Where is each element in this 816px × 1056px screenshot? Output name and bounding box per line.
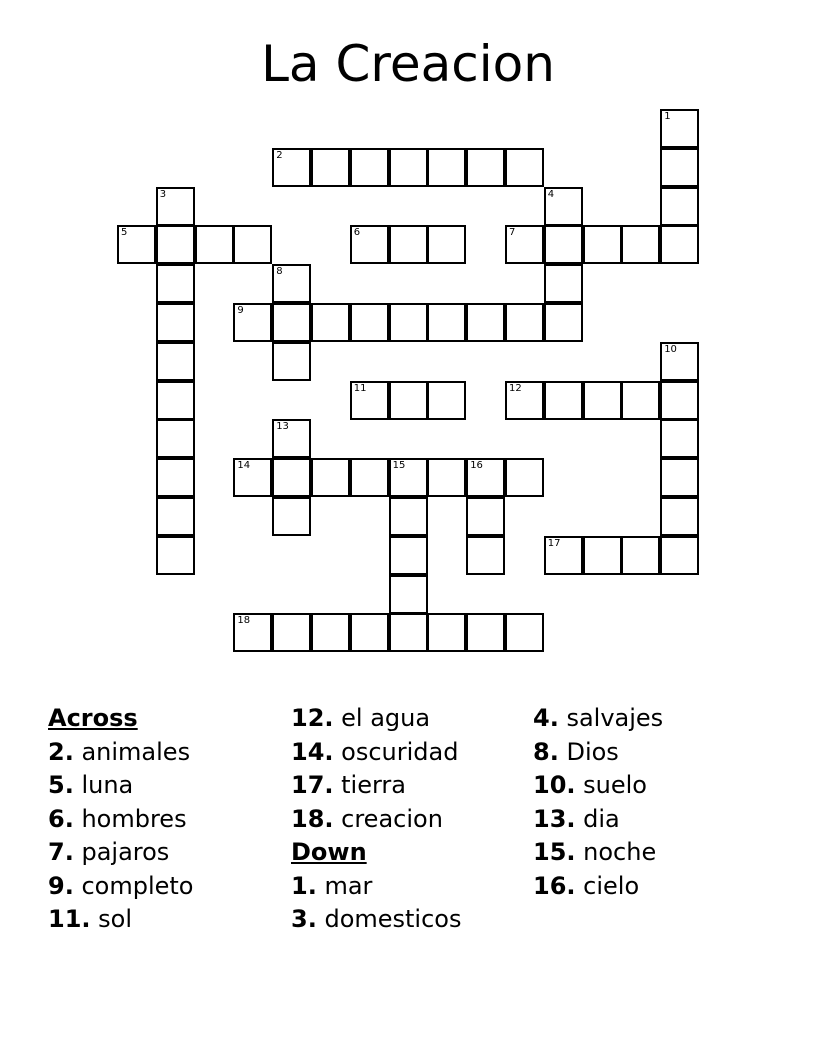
grid-cell[interactable]: [427, 458, 466, 497]
clue-item-number: 6.: [48, 804, 74, 833]
clue-item-number: 14.: [291, 737, 334, 766]
clue-item-number: 1.: [291, 871, 317, 900]
clue-item: [48, 736, 193, 770]
grid-cell[interactable]: [195, 225, 234, 264]
grid-cell[interactable]: [272, 458, 311, 497]
clue-item: [48, 836, 193, 870]
grid-cell[interactable]: [583, 381, 622, 420]
clue-number: 7: [509, 227, 516, 239]
grid-cell[interactable]: [660, 381, 699, 420]
grid-cell[interactable]: [350, 148, 389, 187]
grid-cell[interactable]: [660, 109, 699, 148]
grid-cell[interactable]: [311, 458, 350, 497]
grid-cell[interactable]: [466, 303, 505, 342]
clue-item-number: 12.: [291, 704, 334, 732]
grid-cell[interactable]: [660, 536, 699, 575]
grid-cell[interactable]: [544, 303, 583, 342]
grid-cell[interactable]: [621, 381, 660, 420]
grid-cell[interactable]: [389, 497, 428, 536]
grid-cell[interactable]: [505, 613, 544, 652]
clue-number: 5: [121, 227, 128, 239]
clue-number: 15: [392, 460, 406, 472]
across-header: Across: [48, 704, 138, 732]
grid-cell[interactable]: [544, 381, 583, 420]
grid-cell[interactable]: [350, 381, 389, 420]
clue-item-text: animales: [73, 737, 191, 766]
grid-cell[interactable]: [466, 536, 505, 575]
clue-item-number: 3.: [291, 905, 317, 933]
grid-cell[interactable]: [272, 342, 311, 381]
clue-item-number: 17.: [291, 771, 334, 799]
clue-number: 11: [353, 382, 367, 394]
grid-cell[interactable]: [427, 303, 466, 342]
grid-cell[interactable]: [156, 225, 195, 264]
grid-cell[interactable]: [272, 497, 311, 536]
clue-item-text: creacion: [333, 804, 443, 833]
clue-item-text: Dios: [558, 737, 619, 766]
grid-cell[interactable]: [427, 225, 466, 264]
grid-cell[interactable]: [466, 613, 505, 652]
grid-cell[interactable]: [389, 536, 428, 575]
clue-item-number: 4.: [533, 704, 559, 732]
grid-cell[interactable]: [544, 264, 583, 303]
page-title: La Creacion: [261, 35, 555, 93]
grid-cell[interactable]: [233, 303, 272, 342]
clue-item-text: luna: [73, 771, 134, 799]
clue-item-text: mar: [316, 871, 373, 900]
grid-cell[interactable]: [505, 303, 544, 342]
clue-item-number: 9.: [48, 871, 74, 900]
clue-item-text: sol: [90, 905, 132, 933]
clue-item-text: tierra: [333, 771, 407, 799]
clue-item-text: el agua: [333, 704, 431, 732]
clue-item: [48, 903, 193, 937]
grid-cell[interactable]: [505, 148, 544, 187]
clue-item: [533, 803, 663, 837]
grid-cell[interactable]: [156, 419, 195, 458]
grid-cell[interactable]: [156, 303, 195, 342]
clue-item: [291, 769, 461, 803]
clue-item-number: 15.: [533, 838, 576, 866]
clue-item: [291, 702, 461, 736]
grid-cell[interactable]: [505, 381, 544, 420]
grid-cell[interactable]: [350, 458, 389, 497]
grid-cell[interactable]: [427, 148, 466, 187]
clue-item-text: hombres: [73, 804, 187, 833]
grid-cell[interactable]: [427, 613, 466, 652]
clue-item-text: salvajes: [558, 704, 664, 732]
clue-number: 9: [237, 305, 244, 316]
clue-item-number: 13.: [533, 804, 576, 833]
grid-cell[interactable]: [389, 303, 428, 342]
grid-cell[interactable]: [350, 613, 389, 652]
clue-item: [533, 736, 663, 770]
grid-cell[interactable]: [660, 187, 699, 226]
clue-number: 1: [664, 111, 671, 122]
grid-cell[interactable]: [660, 342, 699, 381]
clue-number: 12: [509, 382, 522, 394]
clue-number: 14: [237, 460, 251, 472]
grid-cell[interactable]: [427, 381, 466, 420]
grid-cell[interactable]: [505, 458, 544, 497]
grid-cell[interactable]: [272, 419, 311, 458]
clue-item-number: 7.: [48, 838, 74, 866]
grid-cell[interactable]: [311, 148, 350, 187]
grid-cell[interactable]: [583, 536, 622, 575]
clue-column-2: [291, 702, 461, 937]
grid-cell[interactable]: [311, 303, 350, 342]
grid-cell[interactable]: [544, 187, 583, 226]
clue-item: [48, 870, 193, 904]
clue-item: [291, 736, 461, 770]
clue-item-number: 10.: [533, 771, 576, 799]
clue-item-text: completo: [73, 871, 194, 900]
grid-cell[interactable]: [350, 225, 389, 264]
grid-cell[interactable]: [156, 497, 195, 536]
grid-cell[interactable]: [117, 225, 156, 264]
grid-cell[interactable]: [389, 613, 428, 652]
grid-cell[interactable]: [583, 225, 622, 264]
clue-item: [291, 803, 461, 837]
clue-item-number: 16.: [533, 871, 576, 900]
grid-cell[interactable]: [156, 536, 195, 575]
clue-item-text: oscuridad: [333, 737, 459, 766]
grid-cell[interactable]: [466, 497, 505, 536]
clue-item: [48, 803, 193, 837]
clue-item-number: 5.: [48, 771, 74, 799]
clue-item-text: cielo: [575, 871, 640, 900]
clue-number: 6: [353, 227, 361, 239]
clue-item-text: suelo: [575, 771, 647, 799]
clue-item-text: pajaros: [73, 838, 170, 866]
clue-item: [533, 702, 663, 736]
grid-cell[interactable]: [389, 381, 428, 420]
clue-item-text: noche: [575, 838, 657, 866]
clue-column-3: [533, 702, 663, 903]
clue-number: 18: [237, 615, 251, 627]
grid-cell[interactable]: [389, 458, 428, 497]
grid-cell[interactable]: [621, 536, 660, 575]
grid-cell[interactable]: [156, 264, 195, 303]
grid-cell[interactable]: [156, 187, 195, 226]
grid-cell[interactable]: [156, 381, 195, 420]
clue-number: 8: [276, 266, 283, 278]
grid-cell[interactable]: [660, 458, 699, 497]
clue-number: 16: [470, 460, 483, 472]
grid-cell[interactable]: [660, 419, 699, 458]
grid-cell[interactable]: [233, 613, 272, 652]
grid-cell[interactable]: [272, 148, 311, 187]
clue-number: 10: [664, 343, 677, 355]
grid-cell[interactable]: [156, 342, 195, 381]
grid-cell[interactable]: [466, 148, 505, 187]
clue-column-1: [48, 702, 193, 937]
grid-cell[interactable]: [233, 225, 272, 264]
grid-cell[interactable]: [389, 225, 428, 264]
grid-cell[interactable]: [544, 225, 583, 264]
clue-item-text: dia: [575, 804, 620, 833]
clue-number: 17: [547, 537, 561, 549]
clue-item-number: 8.: [533, 737, 559, 766]
grid-cell[interactable]: [660, 225, 699, 264]
grid-cell[interactable]: [350, 303, 389, 342]
grid-cell[interactable]: [233, 458, 272, 497]
clue-item: [533, 836, 663, 870]
grid-cell[interactable]: [389, 148, 428, 187]
grid-cell[interactable]: [660, 497, 699, 536]
down-header: Down: [291, 838, 367, 866]
grid-cell[interactable]: [389, 575, 428, 614]
clue-item: [48, 769, 193, 803]
clue-number: 13: [276, 421, 289, 433]
grid-cell[interactable]: [505, 225, 544, 264]
clue-item-number: 18.: [291, 804, 334, 833]
grid-cell[interactable]: [272, 303, 311, 342]
clue-number: 2: [276, 149, 283, 161]
clue-item: [291, 870, 461, 904]
clue-item-text: domesticos: [316, 905, 462, 933]
grid-cell[interactable]: [156, 458, 195, 497]
clue-item-number: 11.: [48, 905, 91, 933]
grid-cell[interactable]: [466, 458, 505, 497]
clue-item: [533, 769, 663, 803]
grid-cell[interactable]: [660, 148, 699, 187]
clue-item: [291, 903, 461, 937]
clue-item-number: 2.: [48, 737, 74, 766]
clue-item: [533, 870, 663, 904]
grid-cell[interactable]: [311, 613, 350, 652]
grid-cell[interactable]: [621, 225, 660, 264]
grid-cell[interactable]: [272, 264, 311, 303]
grid-cell[interactable]: [544, 536, 583, 575]
clue-number: 3: [159, 188, 167, 200]
grid-cell[interactable]: [272, 613, 311, 652]
clue-number: 4: [547, 188, 555, 200]
